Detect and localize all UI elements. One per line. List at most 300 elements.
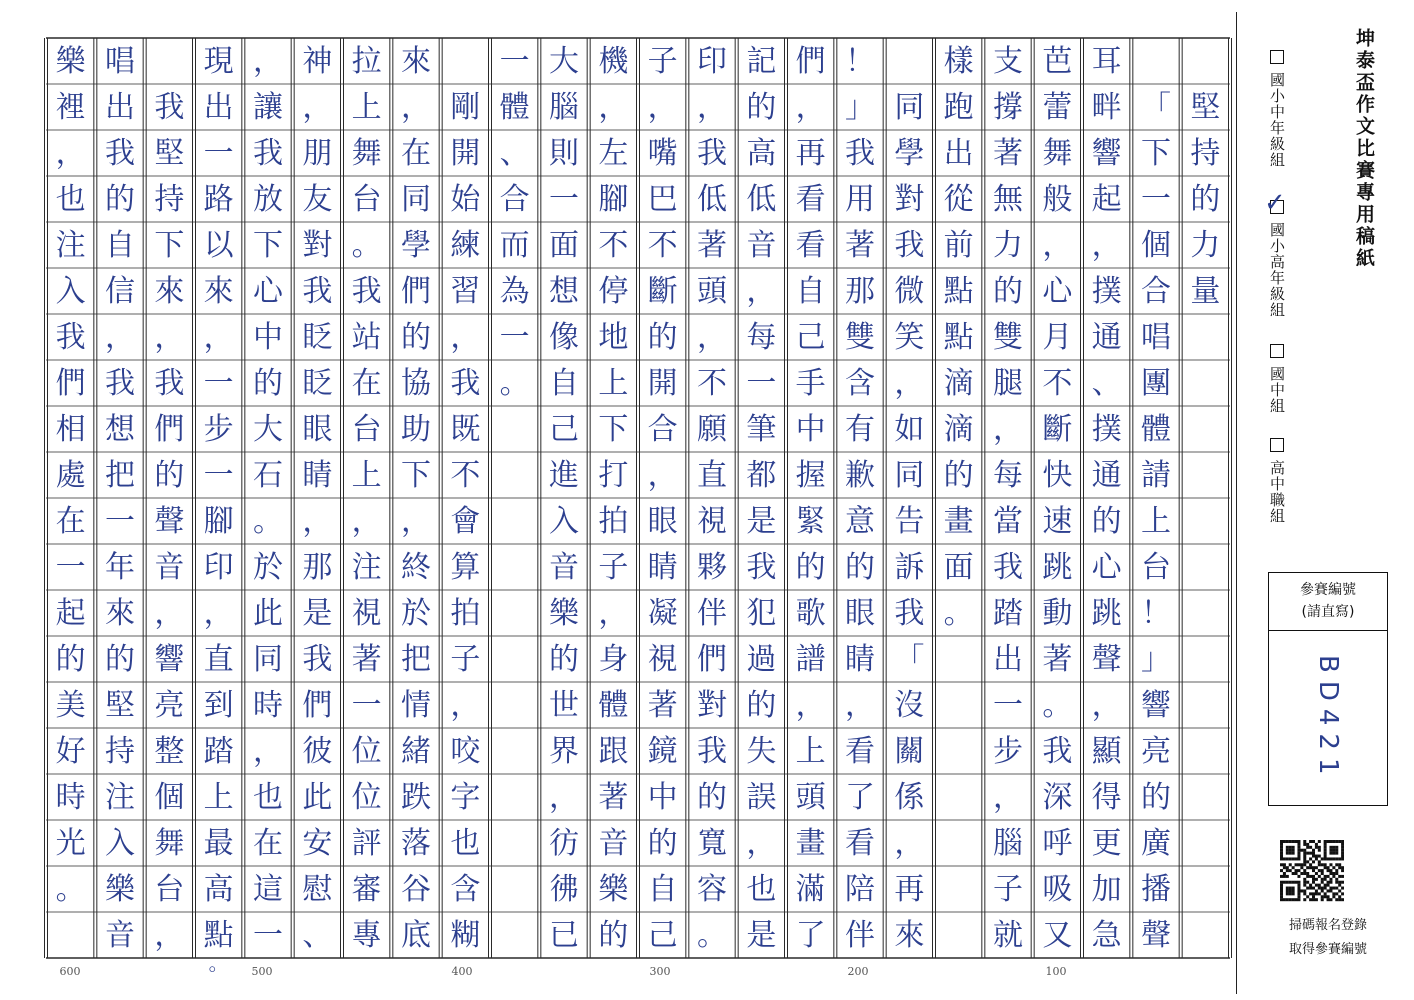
essay-char: 注 [105,780,135,815]
essay-char: 廣 [1141,826,1171,861]
essay-char: 量 [1190,274,1221,309]
essay-char: 不 [647,228,678,263]
essay-char: 意 [845,504,875,539]
essay-char: 失 [746,734,777,769]
essay-char: ， [302,90,333,125]
essay-char: 為 [499,274,530,309]
essay-char: 我 [302,642,333,677]
essay-char: 的 [845,550,875,585]
essay-char: 、 [499,136,530,171]
essay-char: 下 [253,228,283,263]
essay-char: 於 [253,550,283,585]
essay-char: 亮 [154,688,185,723]
essay-char: 直 [697,458,727,493]
essay-char: 們 [55,366,86,401]
essay-char: 。 [253,504,283,539]
essay-char: 那 [302,550,333,585]
entry-number-hint: (請直寫) [1301,604,1355,620]
essay-char: 我 [894,596,925,631]
essay-char: 咬 [450,734,481,769]
essay-char: 容 [697,872,727,907]
essay-char: 子 [598,550,629,585]
essay-char: 台 [351,182,382,217]
essay-char: 筆 [746,412,777,447]
essay-char: 直 [203,642,234,677]
essay-char: 終 [401,550,431,585]
scale-mark: 200 [847,965,869,978]
essay-char: 腳 [203,504,234,539]
essay-char: 滿 [795,872,826,907]
essay-char: 一 [203,366,234,401]
essay-char: 開 [450,136,481,171]
essay-char: 得 [1091,780,1122,815]
margin-divider [1236,12,1237,994]
essay-char: 合 [647,412,678,447]
essay-char: 誤 [746,780,777,815]
essay-char: 好 [55,734,86,769]
essay-char: 助 [401,412,431,447]
essay-char: ， [795,688,826,723]
essay-char: 每 [746,320,777,355]
essay-char: 彷 [549,826,579,861]
essay-char: 嘴 [647,136,678,171]
essay-char: 入 [549,504,579,539]
essay-char: 的 [993,274,1023,309]
option-senior-high[interactable] [1262,438,1288,524]
essay-char: 慰 [302,872,333,907]
essay-char: 夥 [697,550,727,585]
essay-char: 關 [894,734,925,769]
essay-char: 唱 [105,44,135,79]
essay-char: 再 [795,136,826,171]
essay-char: 是 [302,596,333,631]
essay-char: 畫 [943,504,974,539]
essay-char: 一 [105,504,135,539]
essay-char: 伴 [697,596,727,631]
essay-char: 凝 [647,596,678,631]
essay-char: 如 [894,412,925,447]
essay-char: 的 [55,642,86,677]
essay-char: 的 [401,320,431,355]
essay-char: 點 [943,274,974,309]
essay-char: 處 [55,458,86,493]
essay-char: 急 [1091,918,1122,953]
essay-char: 子 [450,642,481,677]
essay-char: ， [55,136,86,171]
essay-char: 我 [894,228,925,263]
scale-mark: 100 [1045,965,1067,978]
essay-char: 自 [105,228,135,263]
essay-char: 站 [351,320,382,355]
essay-char: ， [598,596,629,631]
essay-char: 我 [154,366,185,401]
essay-char: 也 [450,826,481,861]
essay-char: 入 [55,274,86,309]
essay-char: 下 [401,458,431,493]
form-title: 坤泰盃作文比賽專用稿紙 [1353,28,1375,270]
essay-char: 視 [647,642,678,677]
sidebar [1244,14,1400,994]
essay-char: 點 [203,918,234,953]
essay-char: 顯 [1091,734,1122,769]
essay-char: 面 [943,550,974,585]
essay-char: 進 [549,458,579,493]
essay-char: 在 [401,136,431,171]
checkbox-junior-high[interactable] [1270,344,1284,358]
essay-char: 對 [894,182,925,217]
essay-char: 同 [894,458,925,493]
essay-char: 情 [401,688,431,723]
essay-char: 此 [253,596,283,631]
essay-char: 腳 [598,182,629,217]
essay-char: 著 [845,228,875,263]
essay-char: 下 [598,412,629,447]
essay-char: 那 [845,274,875,309]
essay-char: 會 [450,504,481,539]
qr-caption-get-number: 取得參賽編號 [1288,942,1367,957]
essay-char: 我 [105,366,135,401]
essay-char: 樣 [943,44,974,79]
essay-char: 世 [549,688,579,723]
essay-char: 著 [351,642,382,677]
essay-char: 堅 [154,136,185,171]
essay-char: 低 [746,182,777,217]
essay-char: 合 [499,182,530,217]
option-junior-high[interactable] [1262,344,1288,414]
essay-char: ， [154,596,185,631]
essay-char: 從 [943,182,974,217]
essay-char: 樂 [55,44,86,79]
essay-char: 印 [697,44,727,79]
essay-char: 我 [450,366,481,401]
essay-char: ， [598,90,629,125]
essay-char: 歌 [795,596,826,631]
essay-char: 在 [253,826,283,861]
essay-char: 此 [302,780,333,815]
essay-char: 光 [55,826,86,861]
essay-char: 時 [55,780,86,815]
essay-char: 無 [993,182,1023,217]
essay-char: 撲 [1091,412,1122,447]
essay-char: 彼 [302,734,333,769]
essay-char: 沒 [894,688,925,723]
essay-char: 含 [845,366,875,401]
essay-char: 是 [746,504,777,539]
essay-char: 一 [499,44,530,79]
essay-char: 記 [746,44,777,79]
essay-char: 審 [351,872,382,907]
essay-char: 習 [450,274,481,309]
essay-char: 音 [746,228,777,263]
essay-char: 音 [154,550,185,585]
essay-char: 自 [647,872,678,907]
essay-char: 在 [351,366,382,401]
essay-char: 地 [598,320,629,355]
essay-char: 台 [351,412,382,447]
essay-char: 拉 [351,44,382,79]
essay-char: 心 [1091,550,1122,585]
essay-char: 踏 [993,596,1023,631]
essay-char: 著 [1042,642,1073,677]
essay-char: ， [401,90,431,125]
essay-char: 於 [401,596,431,631]
essay-char: 犯 [746,596,777,631]
essay-char: 們 [795,44,826,79]
essay-char: 響 [1091,136,1122,171]
essay-char: 上 [351,90,382,125]
essay-char: 睛 [647,550,678,585]
essay-char: 芭 [1042,44,1073,79]
essay-char: 剛 [450,90,481,125]
essay-char: 巴 [647,182,678,217]
essay-char: 眼 [845,596,875,631]
essay-char: 聲 [1091,642,1122,677]
essay-char: 裡 [55,90,86,125]
essay-char: 練 [450,228,481,263]
essay-char: ， [746,274,777,309]
essay-char: 算 [450,550,481,585]
essay-char: 踏 [203,734,234,769]
essay-char: 落 [401,826,431,861]
essay-char: 起 [1091,182,1122,217]
essay-char: ， [993,412,1023,447]
essay-char: ， [450,688,481,723]
essay-char: 學 [894,136,925,171]
essay-char: 子 [647,44,678,79]
essay-char: 陪 [845,872,875,907]
essay-char: 願 [697,412,727,447]
essay-char: 到 [203,688,234,723]
essay-char: ， [795,90,826,125]
essay-char: 舞 [1042,136,1073,171]
essay-char: 高 [746,136,777,171]
essay-char: 開 [647,366,678,401]
essay-char: 也 [55,182,86,217]
essay-char: 樂 [549,596,579,631]
essay-char: 視 [351,596,382,631]
essay-char: 一 [499,320,530,355]
essay-char: 一 [1141,182,1171,217]
essay-char: 腦 [993,826,1023,861]
essay-char: 斷 [647,274,678,309]
essay-char: 我 [351,274,382,309]
essay-char: 注 [351,550,382,585]
essay-char: 朋 [302,136,333,171]
essay-char: 響 [154,642,185,677]
essay-char: 我 [845,136,875,171]
essay-char: 們 [302,688,333,723]
essay-char: 而 [499,228,530,263]
essay-char: 更 [1091,826,1122,861]
essay-char: 一 [746,366,777,401]
essay-char: 己 [647,918,678,953]
essay-char: 睛 [302,458,333,493]
essay-char: 吸 [1042,872,1073,907]
essay-char: 持 [1190,136,1221,171]
essay-char: 緊 [795,504,826,539]
essay-char: ， [549,780,579,815]
essay-char: 看 [845,826,875,861]
essay-char: 「 [1141,90,1171,125]
essay-char: 一 [351,688,382,723]
essay-char: 耳 [1091,44,1122,79]
essay-char: 我 [55,320,86,355]
essay-char: 也 [746,872,777,907]
essay-char: 的 [1141,780,1171,815]
essay-char: 的 [105,182,135,217]
qr-code-icon[interactable] [1280,840,1344,904]
option-label: 國中組 [1268,366,1286,414]
essay-char: 已 [549,918,579,953]
essay-char: 」 [1141,642,1171,677]
essay-char: 腿 [993,366,1023,401]
essay-char: 樂 [105,872,135,907]
essay-char: 頭 [795,780,826,815]
essay-char: 眨 [302,366,333,401]
essay-char: 出 [943,136,974,171]
essay-char: 石 [253,458,283,493]
essay-char: 不 [1042,366,1073,401]
essay-char: 播 [1141,872,1171,907]
essay-char: 谷 [401,872,431,907]
essay-char: 來 [203,274,234,309]
essay-char: 體 [1141,412,1171,447]
essay-char: 」 [845,90,875,125]
essay-char: 寬 [697,826,727,861]
essay-char: 步 [993,734,1023,769]
essay-char: 的 [105,642,135,677]
essay-char: 撐 [993,90,1023,125]
essay-char: 動 [1042,596,1073,631]
essay-char: 唱 [1141,320,1171,355]
essay-char: 手 [795,366,826,401]
essay-char: 來 [401,44,431,79]
essay-char: 握 [795,458,826,493]
essay-char: 著 [598,780,629,815]
essay-char: 我 [697,136,727,171]
essay-char: 有 [845,412,875,447]
essay-char: ， [105,320,135,355]
essay-char: 拍 [450,596,481,631]
essay-char: 現 [203,44,234,79]
essay-char: 。 [499,366,530,401]
essay-char: 的 [1190,182,1221,217]
essay-char: 看 [795,182,826,217]
essay-char: 每 [993,458,1023,493]
essay-char: 的 [697,780,727,815]
essay-char: 我 [253,136,283,171]
essay-char: 就 [993,918,1023,953]
essay-char: 看 [795,228,826,263]
essay-char: 路 [203,182,234,217]
essay-char: 己 [549,412,579,447]
essay-char: 持 [105,734,135,769]
essay-char: 我 [154,90,185,125]
essay-char: 用 [845,182,875,217]
essay-char: 子 [993,872,1023,907]
essay-char: ， [697,320,727,355]
essay-char: ！ [845,44,875,79]
essay-char: 以 [203,228,234,263]
essay-char: 再 [894,872,925,907]
essay-char: 的 [943,458,974,493]
checkbox-senior-high[interactable] [1270,438,1284,452]
essay-char: 加 [1091,872,1122,907]
essay-char: 請 [1141,458,1171,493]
essay-char: 告 [894,504,925,539]
essay-char: 我 [993,550,1023,585]
essay-char: 跑 [943,90,974,125]
essay-char: 中 [253,320,283,355]
essay-char: 微 [894,274,925,309]
essay-char: 舞 [351,136,382,171]
essay-char: ， [203,596,234,631]
essay-char: 安 [302,826,333,861]
essay-char: 撲 [1091,274,1122,309]
essay-char: 歉 [845,458,875,493]
essay-char: 訴 [894,550,925,585]
essay-char: 像 [549,320,579,355]
essay-char: 深 [1042,780,1073,815]
essay-char: 機 [598,44,629,79]
essay-char: 相 [55,412,86,447]
essay-char: 的 [598,918,629,953]
scale-mark: 500 [251,965,273,978]
essay-char: 友 [302,182,333,217]
essay-char: 高 [203,872,234,907]
entry-number-value: BD421 [1313,655,1343,783]
essay-char: 我 [302,274,333,309]
essay-char: 樂 [598,872,629,907]
essay-char: 台 [154,872,185,907]
essay-char: 音 [105,918,135,953]
essay-char: 上 [598,366,629,401]
essay-char: 底 [401,918,431,953]
essay-char: 的 [795,550,826,585]
essay-char: 著 [647,688,678,723]
essay-char: 不 [697,366,727,401]
essay-char: 我 [1042,734,1073,769]
essay-char: 個 [1141,228,1171,263]
essay-char: 前 [943,228,974,263]
essay-char: 了 [845,780,875,815]
essay-char: 彿 [549,872,579,907]
entry-number-header [1269,573,1387,631]
essay-char: ！ [1141,596,1171,631]
essay-char: ， [1042,228,1073,263]
essay-char: ， [401,504,431,539]
scale-mark: 600 [59,965,81,978]
option-elementary-middle[interactable] [1262,50,1288,168]
scale-mark: 300 [649,965,671,978]
essay-char: 台 [1141,550,1171,585]
essay-char: 一 [203,136,234,171]
essay-char: ， [154,320,185,355]
essay-char: 們 [401,274,431,309]
essay-char: 體 [598,688,629,723]
essay-char: 音 [598,826,629,861]
essay-char: ， [1091,688,1122,723]
essay-char: 滴 [943,366,974,401]
checkbox-elementary-middle[interactable] [1270,50,1284,64]
essay-char: 信 [105,274,135,309]
essay-char: 亮 [1141,734,1171,769]
essay-char: 始 [450,182,481,217]
essay-char: 大 [549,44,579,79]
essay-char: 的 [549,642,579,677]
essay-char: 團 [1141,366,1171,401]
essay-char: 拍 [598,504,629,539]
